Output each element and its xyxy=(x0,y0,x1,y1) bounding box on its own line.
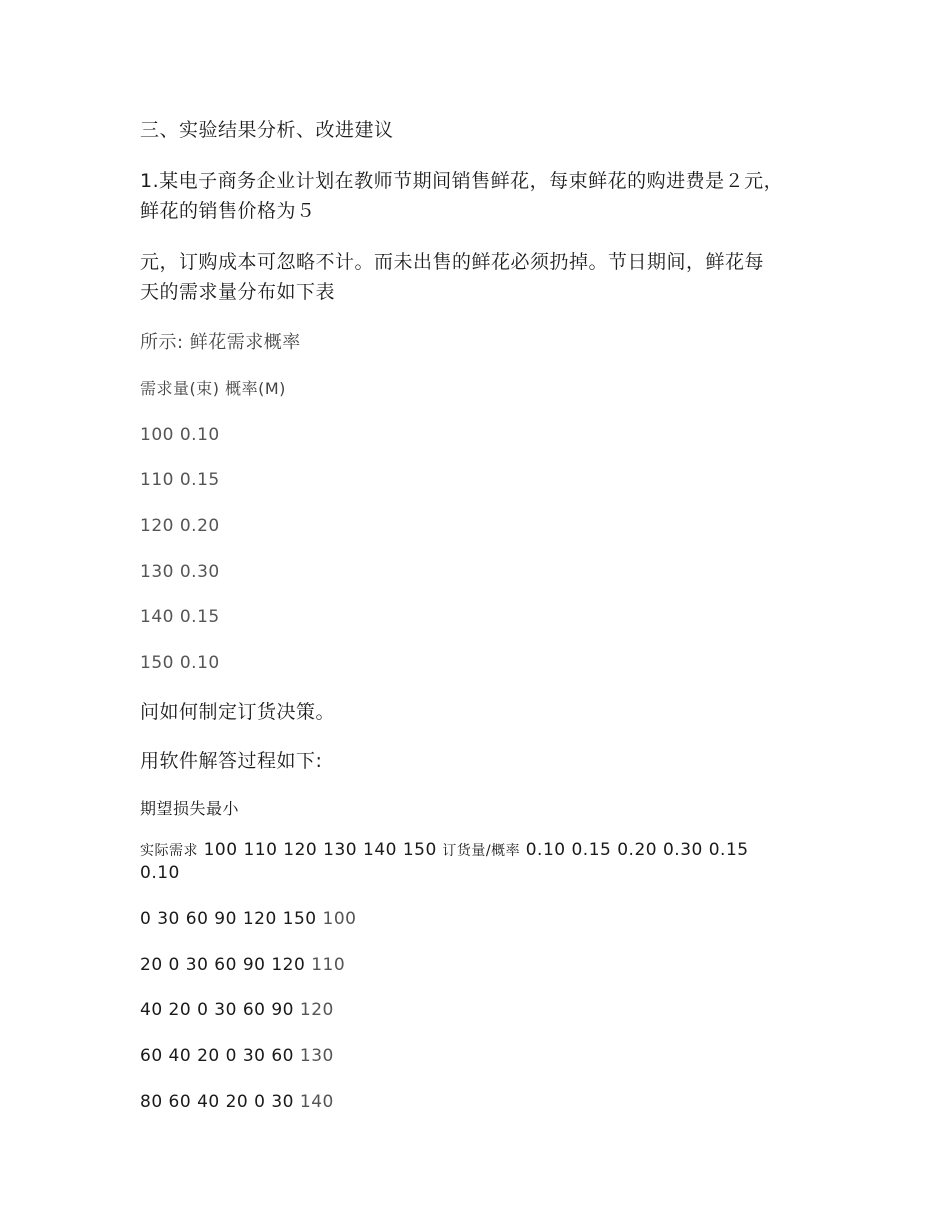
loss-row-order: 130 xyxy=(299,1046,334,1066)
loss-row-order: 110 xyxy=(311,955,346,975)
demand-row: 150 0.10 xyxy=(140,653,220,673)
loss-header-probs: 0.10 0.15 0.20 0.30 0.15 xyxy=(525,840,749,860)
loss-row-values: 0 30 60 90 120 150 xyxy=(140,909,317,929)
demand-row: 100 0.10 xyxy=(140,425,220,445)
solution-intro: 用软件解答过程如下: xyxy=(140,750,323,772)
loss-row-values: 20 0 30 60 90 120 xyxy=(140,955,306,975)
section-heading: 三、实验结果分析、改进建议 xyxy=(140,119,394,141)
loss-row-values: 80 60 40 20 0 30 xyxy=(140,1092,294,1112)
loss-table-header xyxy=(140,839,749,862)
loss-row-values: 40 20 0 30 60 90 xyxy=(140,1000,294,1020)
question-text: 问如何制定订货决策。 xyxy=(140,701,336,723)
loss-header-label: 实际需求 xyxy=(140,843,198,859)
demand-row: 130 0.30 xyxy=(140,562,220,582)
loss-row-order: 140 xyxy=(299,1092,334,1112)
demand-table-header: 需求量(束) 概率(M) xyxy=(140,379,286,398)
loss-row xyxy=(140,954,345,977)
problem-line-2: 鲜花的销售价格为５ xyxy=(140,200,316,222)
demand-row: 140 0.15 xyxy=(140,607,220,627)
table-caption: 所示: 鲜花需求概率 xyxy=(140,332,301,353)
loss-row xyxy=(140,1091,334,1114)
loss-row-order: 100 xyxy=(322,909,357,929)
loss-row xyxy=(140,999,334,1022)
loss-header-label-2: 订货量/概率 xyxy=(442,843,521,859)
demand-row: 120 0.20 xyxy=(140,516,220,536)
problem-line-4: 天的需求量分布如下表 xyxy=(140,281,336,303)
loss-row xyxy=(140,908,357,931)
demand-row: 110 0.15 xyxy=(140,470,220,490)
problem-line-1: 1.某电子商务企业计划在教师节期间销售鲜花，每束鲜花的购进费是２元， xyxy=(140,170,784,192)
loss-header-probs-wrap: 0.10 xyxy=(140,863,180,883)
loss-row-order: 120 xyxy=(299,1000,334,1020)
loss-table-title: 期望损失最小 xyxy=(140,799,240,818)
loss-row xyxy=(140,1045,334,1068)
loss-header-demands: 100 110 120 130 140 150 xyxy=(203,840,437,860)
problem-line-3: 元，订购成本可忽略不计。而未出售的鲜花必须扔掉。节日期间，鲜花每 xyxy=(140,251,765,273)
loss-row-values: 60 40 20 0 30 60 xyxy=(140,1046,294,1066)
